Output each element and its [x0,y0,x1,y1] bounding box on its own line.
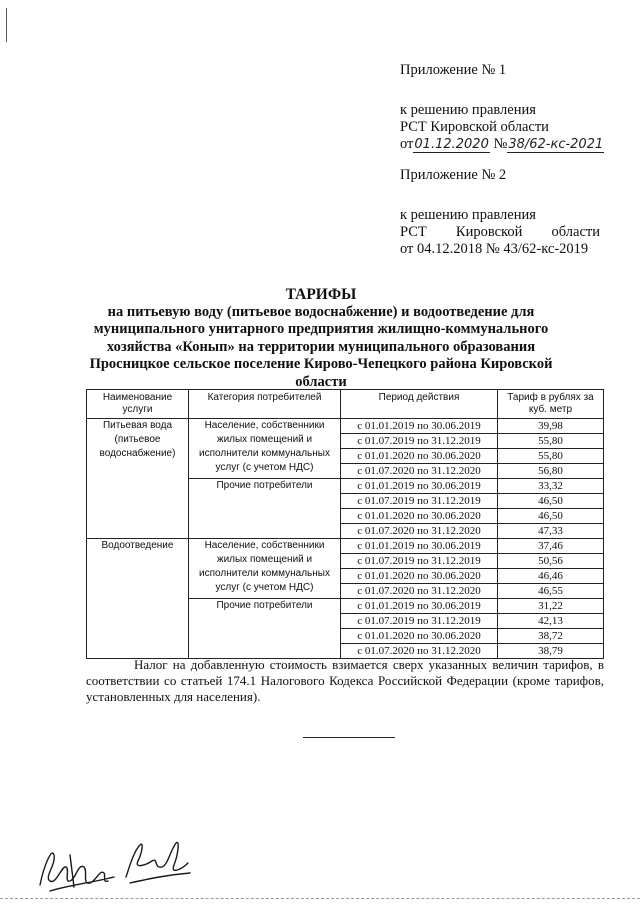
appendix-2-line2-word2: Кировской [455,224,523,240]
period-cell: с 01.07.2019 по 31.12.2019 [341,434,498,449]
title-main: ТАРИФЫ [285,286,357,303]
header-tariff: Тариф в рублях за куб. метр [498,390,604,419]
tariff-value-cell: 38,79 [498,644,604,659]
appendix-1-handwritten-date: 01.12.2020 [414,137,489,152]
header-category: Категория потребителей [189,390,341,419]
appendix-2-line2-word1: РСТ [400,224,427,240]
page-edge-mark [6,8,7,42]
tariff-value-cell: 50,56 [498,554,604,569]
service-cell: Питьевая вода (питьевое водоснабжение) [87,419,189,539]
period-cell: с 01.07.2019 по 31.12.2019 [341,614,498,629]
title-line1: на питьевую воду (питьевое водоснабжение) и водоотведение для [107,303,535,320]
title-line5: области [295,373,347,390]
appendix-1-handwritten-number: 38/62-кс-2021 [508,137,604,152]
period-cell: с 01.01.2020 по 30.06.2020 [341,629,498,644]
appendix-1-date-line [400,136,604,153]
tariff-value-cell: 38,72 [498,629,604,644]
tariff-value-cell: 42,13 [498,614,604,629]
appendix-2-line3: от 04.12.2018 № 43/62-кс-2019 [400,241,589,257]
appendix-2-block [400,167,600,258]
page-bottom-edge [0,898,640,905]
period-cell: с 01.01.2019 по 30.06.2019 [341,599,498,614]
period-cell: с 01.07.2019 по 31.12.2019 [341,554,498,569]
tariff-table [86,389,604,659]
category-cell: Прочие потребители [189,599,341,659]
table-row [87,419,604,434]
appendix-1-title: Приложение № 1 [400,62,507,78]
title-line4: Просницкое сельское поселение Кирово-Чепецкого района Кировской [89,356,553,372]
header-period: Период действия [341,390,498,419]
appendix-2-line1: к решению правления [400,207,536,223]
tariff-value-cell: 55,80 [498,434,604,449]
period-cell: с 01.01.2020 по 30.06.2020 [341,449,498,464]
tariff-value-cell: 46,55 [498,584,604,599]
vat-note: Налог на добавленную стоимость взимается сверх указанных величин тарифов, в соответствии со статьей 174.1 Налогового Кодекса Российской Федерации (кроме тарифов, установленных для населения). [86,657,604,704]
category-cell: Население, собственники жилых помещений и исполнители коммунальных услуг (с учетом НДС) [189,419,341,479]
period-cell: с 01.01.2019 по 30.06.2019 [341,479,498,494]
period-cell: с 01.07.2019 по 31.12.2019 [341,494,498,509]
table-header-row [87,390,604,419]
period-cell: с 01.01.2020 по 30.06.2020 [341,509,498,524]
document-title [86,286,556,391]
appendix-1-line2: РСТ Кировской области [400,119,549,135]
signature-2-icon [126,842,190,883]
tariff-value-cell: 46,46 [498,569,604,584]
title-line2: муниципального унитарного предприятия жилищно-коммунального [93,321,549,337]
tariff-value-cell: 33,32 [498,479,604,494]
category-cell: Население, собственники жилых помещений и исполнители коммунальных услуг (с учетом НДС) [189,539,341,599]
appendix-2-line2 [400,224,600,241]
tariff-value-cell: 55,80 [498,449,604,464]
period-cell: с 01.01.2019 по 30.06.2019 [341,539,498,554]
tariff-value-cell: 47,33 [498,524,604,539]
period-cell: с 01.01.2020 по 30.06.2020 [341,569,498,584]
service-cell: Водоотведение [87,539,189,659]
table-row [87,539,604,554]
period-cell: с 01.01.2019 по 30.06.2019 [341,419,498,434]
period-cell: с 01.07.2020 по 31.12.2020 [341,584,498,599]
tariff-value-cell: 31,22 [498,599,604,614]
appendix-1-number-prefix: № [493,136,508,152]
header-service: Наименование услуги [87,390,189,419]
tariff-value-cell: 46,50 [498,509,604,524]
period-cell: с 01.07.2020 по 31.12.2020 [341,464,498,479]
tariff-value-cell: 39,98 [498,419,604,434]
tariff-value-cell: 37,46 [498,539,604,554]
appendix-1-from-prefix: от [400,136,414,152]
period-cell: с 01.07.2020 по 31.12.2020 [341,644,498,659]
appendix-2-line2-word3: области [551,224,600,240]
signature-1-icon [40,853,114,891]
category-cell: Прочие потребители [189,479,341,539]
signatures-icon [30,825,200,897]
tariff-value-cell: 46,50 [498,494,604,509]
separator-line [303,737,395,738]
appendix-2-title: Приложение № 2 [400,167,507,183]
appendix-1-block [400,62,604,153]
appendix-1-line1: к решению правления [400,102,536,118]
period-cell: с 01.07.2020 по 31.12.2020 [341,524,498,539]
title-line3: хозяйства «Конып» на территории муниципального образования [106,338,536,355]
tariff-value-cell: 56,80 [498,464,604,479]
